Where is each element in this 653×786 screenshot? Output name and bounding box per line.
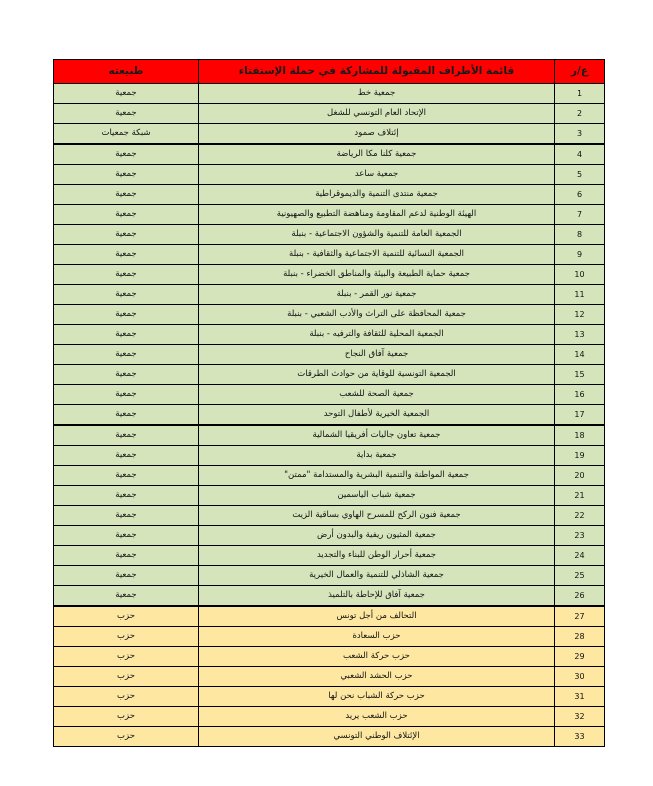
table-row [54, 265, 605, 285]
row-name: جمعية كلنا مكا الرياضة [199, 144, 555, 165]
row-number: 4 [555, 144, 605, 165]
row-name: جمعية الصحة للشعب [199, 385, 555, 405]
table-row [54, 165, 605, 185]
row-number: 3 [555, 124, 605, 145]
table-row [54, 727, 605, 747]
row-number: 20 [555, 466, 605, 486]
row-type: جمعية [54, 144, 199, 165]
table-row [54, 84, 605, 104]
row-number: 12 [555, 305, 605, 325]
row-number: 16 [555, 385, 605, 405]
header-type: طبيعته [54, 60, 199, 84]
row-type: حزب [54, 707, 199, 727]
row-name: الجمعية الخيرية لأطفال التوحد [199, 405, 555, 426]
row-type: جمعية [54, 405, 199, 426]
row-number: 28 [555, 627, 605, 647]
row-name: الجمعية التونسية للوقاية من حوادث الطرقات [199, 365, 555, 385]
row-type: جمعية [54, 425, 199, 446]
row-number: 33 [555, 727, 605, 747]
row-number: 9 [555, 245, 605, 265]
row-number: 31 [555, 687, 605, 707]
row-name: جمعية شباب الياسمين [199, 486, 555, 506]
row-type: جمعية [54, 265, 199, 285]
table-row [54, 506, 605, 526]
row-name: الهيئة الوطنية لدعم المقاومة ومناهضة التطبيع والصهيونية [199, 205, 555, 225]
table-row [54, 104, 605, 124]
row-number: 29 [555, 647, 605, 667]
table-row [54, 687, 605, 707]
row-number: 15 [555, 365, 605, 385]
row-type: حزب [54, 606, 199, 627]
row-name: حزب الشعب يريد [199, 707, 555, 727]
table-row [54, 526, 605, 546]
table-row [54, 566, 605, 586]
table-row [54, 124, 605, 145]
header-number: ع/ر [555, 60, 605, 84]
row-type: جمعية [54, 446, 199, 466]
table-row [54, 466, 605, 486]
row-number: 19 [555, 446, 605, 466]
table-row [54, 405, 605, 426]
row-number: 13 [555, 325, 605, 345]
row-name: جمعية الشاذلي للتنمية والعمال الخيرية [199, 566, 555, 586]
row-number: 5 [555, 165, 605, 185]
table-row [54, 385, 605, 405]
row-name: جمعية ساعد [199, 165, 555, 185]
row-number: 1 [555, 84, 605, 104]
row-name: التحالف من أجل تونس [199, 606, 555, 627]
row-type: جمعية [54, 285, 199, 305]
table-row [54, 667, 605, 687]
row-name: حزب حركة الشباب نحن لها [199, 687, 555, 707]
table-row [54, 586, 605, 607]
table-body [54, 84, 605, 747]
row-number: 25 [555, 566, 605, 586]
row-type: جمعية [54, 486, 199, 506]
row-name: جمعية منتدى التنمية والديموقراطية [199, 185, 555, 205]
row-number: 2 [555, 104, 605, 124]
row-number: 6 [555, 185, 605, 205]
row-name: حزب السعادة [199, 627, 555, 647]
table-row [54, 627, 605, 647]
row-name: جمعية خط [199, 84, 555, 104]
table-row [54, 486, 605, 506]
row-type: جمعية [54, 245, 199, 265]
row-type: حزب [54, 627, 199, 647]
table-row [54, 707, 605, 727]
row-type: جمعية [54, 104, 199, 124]
table-row [54, 365, 605, 385]
row-number: 10 [555, 265, 605, 285]
table-row [54, 185, 605, 205]
row-type: حزب [54, 667, 199, 687]
row-name: جمعية حماية الطبيعة والبيئة والمناطق الخضراء - بنبلة [199, 265, 555, 285]
row-type: جمعية [54, 305, 199, 325]
row-type: حزب [54, 647, 199, 667]
row-number: 11 [555, 285, 605, 305]
row-number: 24 [555, 546, 605, 566]
row-name: جمعية أحرار الوطن للبناء والتجديد [199, 546, 555, 566]
row-type: جمعية [54, 506, 199, 526]
row-name: الجمعية العامة للتنمية والشؤون الاجتماعية - بنبلة [199, 225, 555, 245]
row-type: جمعية [54, 365, 199, 385]
row-type: جمعية [54, 345, 199, 365]
row-type: جمعية [54, 566, 199, 586]
participants-table [53, 59, 605, 747]
row-name: جمعية المحافظة على التراث والأدب الشعبي - بنبلة [199, 305, 555, 325]
table-row [54, 446, 605, 466]
header-row [54, 60, 605, 84]
row-number: 7 [555, 205, 605, 225]
row-number: 17 [555, 405, 605, 426]
row-type: جمعية [54, 546, 199, 566]
row-number: 22 [555, 506, 605, 526]
row-type: جمعية [54, 225, 199, 245]
row-name: إئتلاف صمود [199, 124, 555, 145]
table-row [54, 325, 605, 345]
row-type: جمعية [54, 466, 199, 486]
row-type: جمعية [54, 165, 199, 185]
row-number: 8 [555, 225, 605, 245]
row-type: حزب [54, 727, 199, 747]
row-name: حزب حركة الشعب [199, 647, 555, 667]
table-row [54, 546, 605, 566]
row-number: 14 [555, 345, 605, 365]
table-row [54, 345, 605, 365]
row-name: حزب الحشد الشعبي [199, 667, 555, 687]
table-row [54, 606, 605, 627]
row-number: 23 [555, 526, 605, 546]
row-name: جمعية فنون الركح للمسرح الهاوي بساقية الزيت [199, 506, 555, 526]
row-type: جمعية [54, 385, 199, 405]
row-name: الجمعية المحلية للثقافة والترفيه - بنبلة [199, 325, 555, 345]
table-row [54, 425, 605, 446]
row-name: الجمعية النسائية للتنمية الاجتماعية والثقافية - بنبلة [199, 245, 555, 265]
row-type: جمعية [54, 185, 199, 205]
row-type: جمعية [54, 586, 199, 607]
row-type: حزب [54, 687, 199, 707]
row-type: جمعية [54, 526, 199, 546]
row-name: جمعية المثيون ريفية والبدون أرض [199, 526, 555, 546]
row-number: 21 [555, 486, 605, 506]
table-row [54, 245, 605, 265]
table-row [54, 225, 605, 245]
table-row [54, 144, 605, 165]
header-name: قائمة الأطراف المقبولة للمشاركة في حملة الإستفتاء [199, 60, 555, 84]
row-number: 18 [555, 425, 605, 446]
row-type: جمعية [54, 205, 199, 225]
table-row [54, 647, 605, 667]
row-type: جمعية [54, 325, 199, 345]
row-type: جمعية [54, 84, 199, 104]
table-row [54, 285, 605, 305]
row-type: شبكة جمعيات [54, 124, 199, 145]
row-name: جمعية تعاون جاليات أفريقيا الشمالية [199, 425, 555, 446]
row-number: 26 [555, 586, 605, 607]
row-name: جمعية بداية [199, 446, 555, 466]
row-number: 27 [555, 606, 605, 627]
table-row [54, 205, 605, 225]
row-number: 30 [555, 667, 605, 687]
row-name: جمعية المواطنة والتنمية البشرية والمستدامة "ممتن" [199, 466, 555, 486]
row-name: جمعية آفاق النجاح [199, 345, 555, 365]
table-row [54, 305, 605, 325]
row-name: جمعية آفاق للإحاطة بالتلميذ [199, 586, 555, 607]
row-name: الإئتلاف الوطني التونسي [199, 727, 555, 747]
row-name: الإتحاد العام التونسي للشغل [199, 104, 555, 124]
row-name: جمعية نور القمر - بنبلة [199, 285, 555, 305]
row-number: 32 [555, 707, 605, 727]
